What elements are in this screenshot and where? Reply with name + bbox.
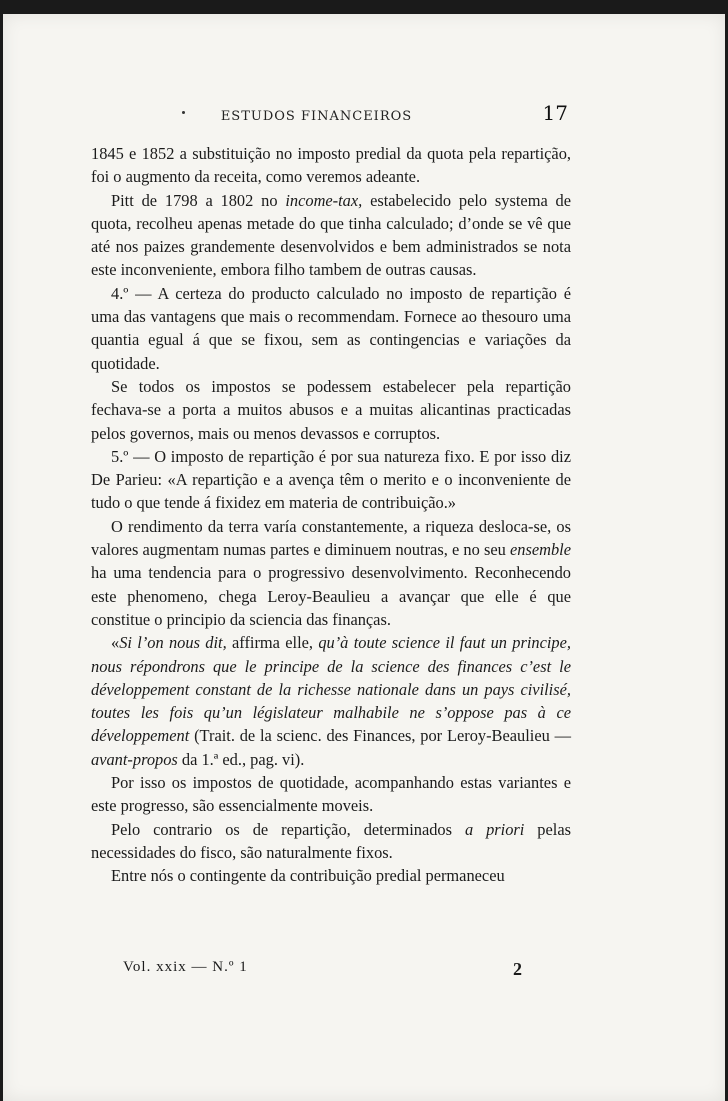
text-run: 1845 e 1852 a substituição no imposto predial da quota pela repartição, foi o augmento da receita, como veremos adeante. <box>91 144 571 187</box>
paragraph <box>91 515 571 631</box>
text-run: Por isso os impostos de quotidade, acompanhando estas variantes e este progresso, são essencialmente moveis. <box>91 773 571 816</box>
text-run: estabelecido pelo systema de quota, recolheu apenas metade do que tinha calculado; d’onde se vê que até nos paizes grandemente desenvolvidos e bem administrados se nota este inconveniente, embora filho tambem de outras causas. <box>91 190 572 280</box>
text-run: ha uma tendencia para o progressivo desenvolvimento. Reconhecendo este phenomeno, chega Leroy-Beaulieu a avançar que elle é que constitue o principio da sciencia das finanças. <box>91 563 571 629</box>
italic-text: qu’à toute science il faut un principe, nous répondrons que le principe de la science des finances c’est le développement constant de la richesse nationale dans un pays civilisé, toutes les fois qu’un législateur malhabile ne s’oppose pas à ce développement <box>91 633 571 746</box>
italic-text: Si l’on nous dit, <box>119 633 227 653</box>
text-run: Pelo contrario os de repartição, determinados <box>111 819 465 839</box>
text-run: (Trait. de la scienc. des Finances, por Leroy-Beaulieu — <box>189 726 571 746</box>
text-run: « <box>111 633 120 653</box>
paragraph <box>91 189 571 282</box>
body-text <box>91 142 571 888</box>
text-run: pelas necessidades do fisco, são naturalmente fixos. <box>91 819 571 862</box>
paragraph <box>91 818 571 865</box>
italic-text: ensemble <box>510 540 571 560</box>
paragraph <box>91 771 571 818</box>
paragraph <box>91 445 571 515</box>
text-run: da 1.ª ed., pag. vi). <box>177 749 305 769</box>
paragraph <box>91 375 571 445</box>
paragraph <box>91 864 571 887</box>
signature-mark: 2 <box>513 959 522 979</box>
page <box>3 14 725 1101</box>
italic-text: a priori <box>464 819 525 839</box>
paragraph <box>91 631 571 771</box>
page-number: 17 <box>542 101 568 125</box>
text-run: Pitt de 1798 a 1802 no <box>111 190 286 210</box>
text-run: 5.º — O imposto de repartição é por sua natureza fixo. E por isso diz De Parieu: «A repartição e a avença têm o merito e o inconveniente de tudo o que tende á fixidez em materia de contribuição.» <box>91 446 571 513</box>
text-run: Entre nós o contingente da contribuição predial permaneceu <box>111 866 505 886</box>
paragraph <box>91 142 571 189</box>
paragraph <box>91 282 571 375</box>
text-run: Se todos os impostos se podessem estabelecer pela repartição fechava-se a porta a muitos abusos e a muitas alicantinas practicadas pelos governos, mais ou menos devassos e corruptos. <box>91 376 571 443</box>
text-run: O rendimento da terra varía constantemente, a riqueza desloca-se, os valores augmentam numas partes e diminuem noutras, e no seu <box>91 516 571 560</box>
volume-footer: Vol. xxix — N.º 1 <box>123 959 248 975</box>
italic-text: avant-propos <box>91 749 178 769</box>
running-header: ESTUDOS FINANCEIROS <box>220 109 413 124</box>
text-run: affirma elle, <box>226 633 319 653</box>
text-run: 4.º — A certeza do producto calculado no imposto de repartição é uma das vantagens que mais o recommendam. Fornece ao thesouro uma quantia egual á que se fixou, sem as contingencias e variações da quotidade. <box>91 283 571 373</box>
italic-text: income-tax, <box>285 190 363 210</box>
